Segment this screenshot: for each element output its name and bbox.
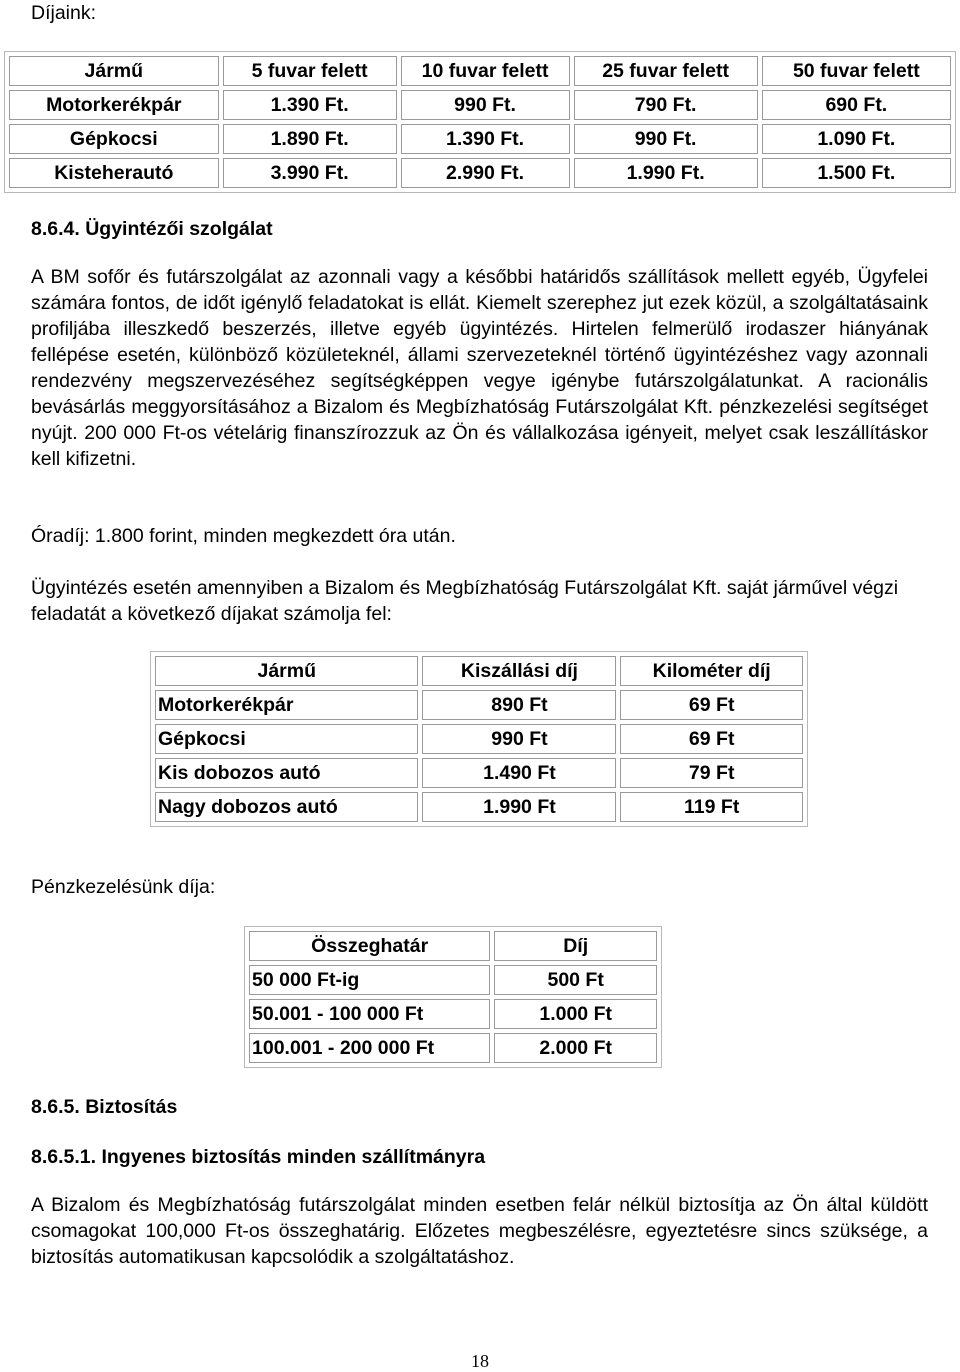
table-row (9, 90, 951, 120)
page-number: 18 (471, 1351, 489, 1371)
table-header-cell: 5 fuvar felett (223, 56, 397, 86)
table-row (249, 965, 657, 995)
table-header-row (249, 931, 657, 961)
table-cell: 990 Ft. (401, 90, 570, 120)
table-cell: 119 Ft (620, 792, 803, 822)
table-header-row (155, 656, 803, 686)
table-cell: 1.500 Ft. (762, 158, 951, 188)
table-cell: 500 Ft (494, 965, 657, 995)
table-cell: 1.990 Ft (422, 792, 616, 822)
table-header-cell: Kilométer díj (620, 656, 803, 686)
money-handling-label: Pénzkezelésünk díja: (31, 876, 216, 898)
table-cell: 1.490 Ft (422, 758, 616, 788)
table-row (9, 158, 951, 188)
table-row (249, 1033, 657, 1063)
table-cell: Motorkerékpár (155, 690, 418, 720)
section-864-heading: 8.6.4. Ügyintézői szolgálat (31, 218, 273, 240)
table-cell: 2.990 Ft. (401, 158, 570, 188)
section-865-body: A Bizalom és Megbízhatóság futárszolgálat minden esetben felár nélkül biztosítja az Ön által küldött csomagokat 100,000 Ft-os összeghatárig. Előzetes megbeszélésre, egyeztetésre sincs szüksége, a biztosítás automatikusan kapcsolódik a szolgáltatáshoz. (31, 1194, 928, 1268)
table-header-cell: Jármű (9, 56, 219, 86)
table-cell: 3.990 Ft. (223, 158, 397, 188)
section-865-heading: 8.6.5. Biztosítás (31, 1096, 178, 1118)
own-vehicle-text: Ügyintézés esetén amennyiben a Bizalom és Megbízhatóság Futárszolgálat Kft. saját járművel végzi feladatát a következő díjakat számolja fel: (31, 577, 899, 625)
table-header-cell: Kiszállási díj (422, 656, 616, 686)
table-header-row (9, 56, 951, 86)
table-row (155, 758, 803, 788)
table-cell: 1.000 Ft (494, 999, 657, 1029)
table-cell: Gépkocsi (155, 724, 418, 754)
table-row (249, 999, 657, 1029)
table-cell: 1.390 Ft. (223, 90, 397, 120)
table-cell: Kisteherautó (9, 158, 219, 188)
table-header-cell: 10 fuvar felett (401, 56, 570, 86)
table-row (155, 724, 803, 754)
table-cell: 79 Ft (620, 758, 803, 788)
table-cell: 990 Ft (422, 724, 616, 754)
table-cell: 790 Ft. (574, 90, 758, 120)
table-header-cell: 50 fuvar felett (762, 56, 951, 86)
table-header-cell: Díj (494, 931, 657, 961)
table-cell: 2.000 Ft (494, 1033, 657, 1063)
table-cell: 1.890 Ft. (223, 124, 397, 154)
money-handling-fee-table (244, 926, 662, 1068)
table-cell: 50 000 Ft-ig (249, 965, 490, 995)
fuvar-price-table (4, 51, 956, 193)
table-cell: 890 Ft (422, 690, 616, 720)
table-row (155, 792, 803, 822)
table-cell: Kis dobozos autó (155, 758, 418, 788)
table-row (9, 124, 951, 154)
table-cell: 100.001 - 200 000 Ft (249, 1033, 490, 1063)
table-cell: 69 Ft (620, 690, 803, 720)
table-cell: Motorkerékpár (9, 90, 219, 120)
table-cell: 690 Ft. (762, 90, 951, 120)
table-cell: 990 Ft. (574, 124, 758, 154)
table-cell: 1.390 Ft. (401, 124, 570, 154)
hourly-fee: Óradíj: 1.800 forint, minden megkezdett óra után. (31, 525, 456, 547)
fees-label: Díjaink: (31, 2, 97, 24)
table-header-cell: Jármű (155, 656, 418, 686)
table-cell: 50.001 - 100 000 Ft (249, 999, 490, 1029)
vehicle-fee-table (150, 651, 808, 827)
table-row (155, 690, 803, 720)
section-864-body: A BM sofőr és futárszolgálat az azonnali vagy a későbbi határidős szállítások mellett egyéb, Ügyfelei számára fontos, de időt igénylő feladatokat is ellát. Kiemelt szerephez jut ezek közül, a szolgáltatásaink profiljába illeszkedő beszerzés, illetve egyéb ügyintézés. Hirtelen felmerülő irodaszer hiányának fellépése esetén, különböző közületeknél, állami szervezeteknél történő ügyintézéshez vagy azonnali rendezvény megszervezéséhez segítségképpen vegye igénybe futárszolgálatunkat. A racionális bevásárlás meggyorsításához a Bizalom és Megbízhatóság Futárszolgálat Kft. pénzkezelési segítséget nyújt. 200 000 Ft-os vételárig finanszírozzuk az Ön és vállalkozása igényeit, melyet csak leszállításkor kell kifizetni. (31, 266, 928, 470)
table-header-cell: Összeghatár (249, 931, 490, 961)
table-cell: Nagy dobozos autó (155, 792, 418, 822)
table-cell: Gépkocsi (9, 124, 219, 154)
table-cell: 1.090 Ft. (762, 124, 951, 154)
table-header-cell: 25 fuvar felett (574, 56, 758, 86)
table-cell: 69 Ft (620, 724, 803, 754)
table-cell: 1.990 Ft. (574, 158, 758, 188)
section-8651-heading: 8.6.5.1. Ingyenes biztosítás minden szállítmányra (31, 1146, 486, 1168)
